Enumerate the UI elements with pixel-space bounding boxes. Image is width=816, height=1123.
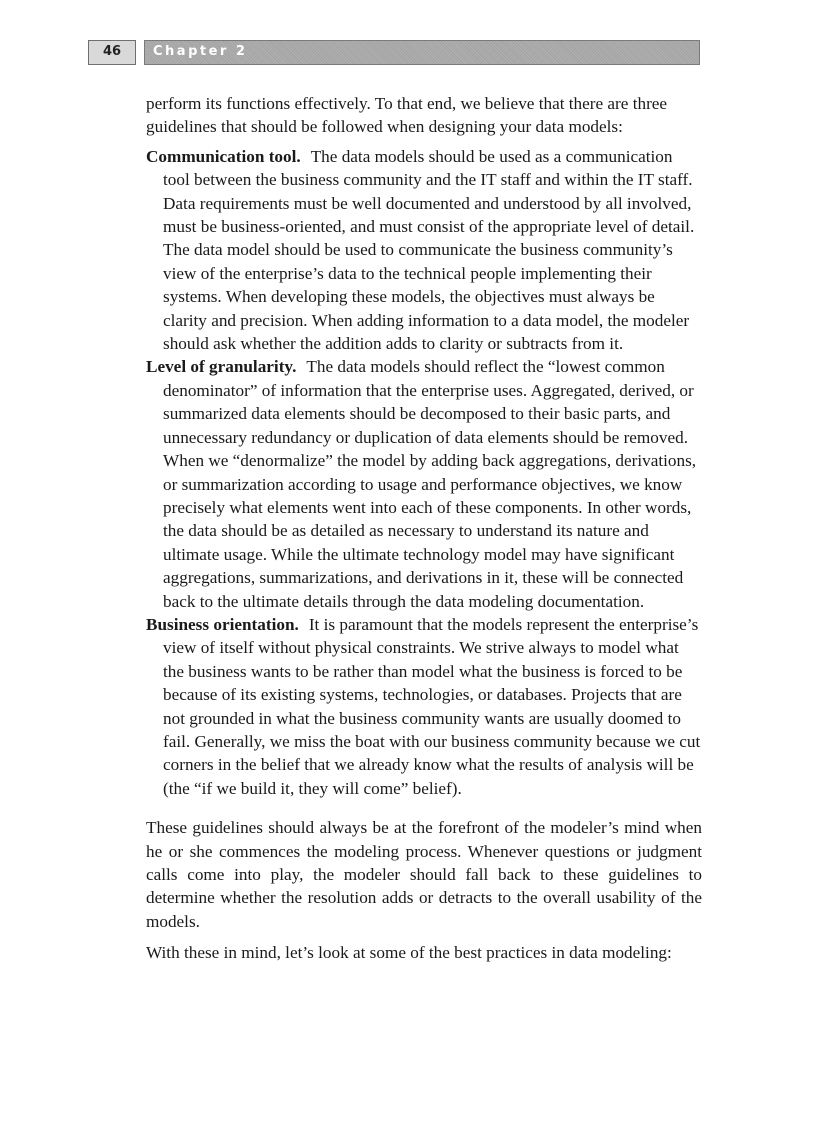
intro-paragraph: perform its functions effectively. To that end, we believe that there are three guidelines that should be followed when designing your data models:	[146, 94, 668, 137]
body-paragraph: With these in mind, let’s look at some of the best practices in data modeling:	[146, 943, 672, 963]
page-body	[146, 92, 702, 965]
body-paragraph: These guidelines should always be at the forefront of the modeler’s mind when he or she commences the modeling process. Whenever questions or judgment calls come into play, the modeler should fall back to these guidelines to determine whether the resolution adds or detracts to the overall usability of the models.	[146, 818, 702, 931]
running-header	[88, 40, 700, 65]
guideline-item	[146, 145, 702, 356]
chapter-label: Chapter 2	[153, 44, 248, 59]
page-number: 46	[88, 40, 136, 65]
chapter-banner	[144, 40, 700, 65]
guideline-text: The data models should be used as a communication tool between the business community and the IT staff and within the IT staff. Data requirements must be well documented and understood by all involved, must be business-oriented, and must consist of the appropriate level of detail. The data model should be used to communicate the business community’s view of the enterprise’s data to the technical people implementing their systems. When developing these models, the objectives must always be clarity and precision. When adding information to a data model, the modeler should ask whether the addition adds to clarity or subtracts from it.	[163, 146, 695, 354]
guideline-item	[146, 355, 702, 612]
guideline-text: It is paramount that the models represent the enterprise’s view of itself without physical constraints. We strive always to model what the business wants to be rather than model what the business is forced to be because of its existing systems, technologies, or databases. Projects that are not grounded in what the business community wants are usually doomed to fail. Generally, we miss the boat with our business community because we cut corners in the belief that we already know what the results of analysis will be (the “if we build it, they will come” belief).	[163, 614, 701, 798]
guideline-term: Level of granularity.	[146, 357, 297, 377]
guideline-term: Communication tool.	[146, 146, 301, 166]
guidelines-list	[146, 145, 702, 800]
guideline-term: Business orientation.	[146, 614, 299, 634]
guideline-text: The data models should reflect the “lowest common denominator” of information that the enterprise uses. Aggregated, derived, or summarized data elements should be decomposed to their basic parts, and unnecessary redundancy or duplication of data elements should be removed. When we “denormalize” the model by adding back aggregations, derivations, or summarization according to usage and performance objectives, we know precisely what elements went into each of these components. In other words, the data should be as detailed as necessary to understand its nature and ultimate usage. While the ultimate technology model may have significant aggregations, summarizations, and derivations in it, these will be connected back to the ultimate details through the data modeling documentation.	[163, 357, 697, 611]
guideline-item	[146, 613, 702, 800]
